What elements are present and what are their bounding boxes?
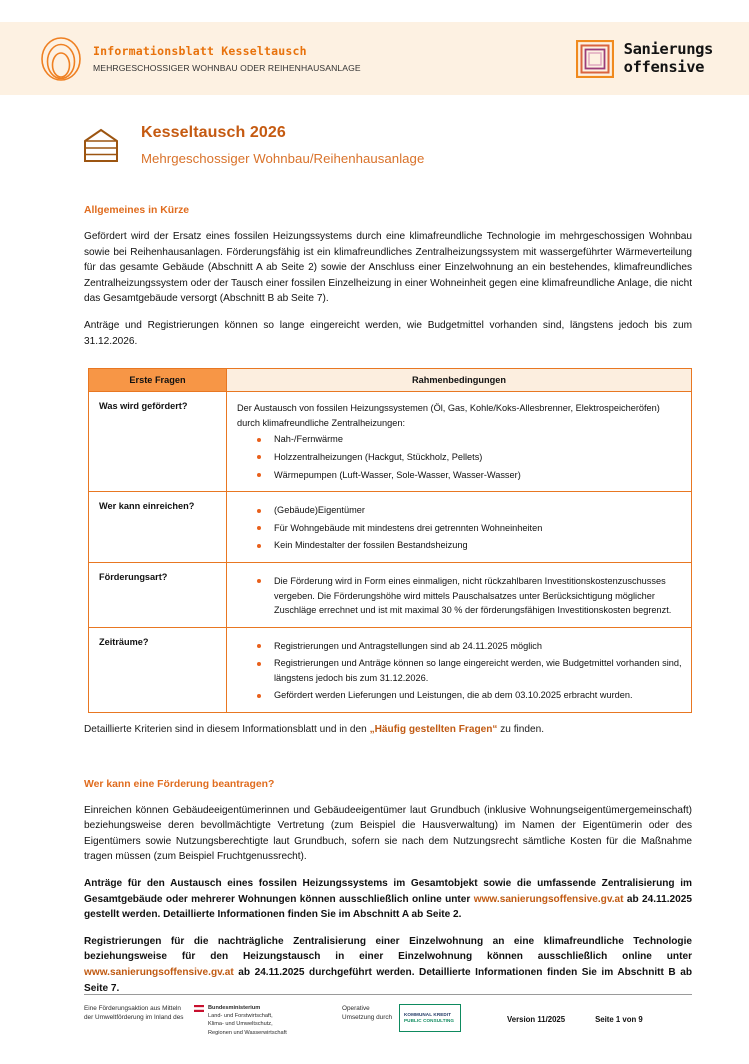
answer-bullet-list [237, 639, 682, 703]
footer-version: Version 11/2025 [507, 1015, 566, 1024]
answer-bullet-list [237, 432, 682, 482]
sanierungsoffensive-link[interactable]: www.sanierungsoffensive.gv.at [84, 967, 234, 978]
table-row [89, 562, 692, 627]
table-cell-answer [227, 492, 692, 563]
table-cell-answer [227, 562, 692, 627]
footer-divider [84, 994, 692, 995]
table-cell-answer [227, 392, 692, 492]
brand-logo [576, 40, 713, 78]
table-cell-answer [227, 627, 692, 712]
table-cell-question: Zeiträume? [89, 627, 227, 712]
nested-circles-icon [40, 36, 82, 82]
criteria-note-pre: Detaillierte Kriterien sind in diesem Informationsblatt und in den [84, 724, 370, 736]
list-item: Wärmepumpen (Luft-Wasser, Sole-Wasser, Wasser-Wasser) [237, 468, 682, 483]
applicants-p3-pre: Registrierungen für die nachträgliche Zentralisierung einer Einzelwohnung an eine klimafreundliche Technologie beziehungsweise für den Heizungstausch in einer Einzelwohnung können ausschließlich online unter [84, 935, 692, 963]
table-header-row [89, 369, 692, 392]
answer-bullet-list [237, 503, 682, 553]
faq-link[interactable]: „Häufig gestellten Fragen“ [369, 724, 498, 736]
ministry-line-2: Land- und Forstwirtschaft, [208, 1013, 273, 1020]
applicants-paragraph-2 [84, 876, 692, 923]
kpc-logo-top-text: KOMMUNAL KREDIT [404, 1012, 452, 1018]
criteria-note-post: zu finden. [497, 724, 545, 736]
list-item: (Gebäude)Eigentümer [237, 503, 682, 518]
list-item: Für Wohngebäude mit mindestens drei getrennten Wohneinheiten [237, 521, 682, 536]
table-cell-question: Was wird gefördert? [89, 392, 227, 492]
footer-ministry-block [194, 1004, 336, 1037]
table-row [89, 492, 692, 563]
overview-paragraph-2: Anträge und Registrierungen können so lange eingereicht werden, wie Budgetmittel vorhanden sind, längstens jedoch bis zum 31.12.2026. [84, 319, 692, 347]
table-header-conditions: Rahmenbedingungen [227, 369, 692, 392]
header-title-group [93, 44, 361, 73]
kpc-logo-bottom-text: PUBLIC CONSULTING [404, 1018, 455, 1024]
ministry-line-4: Regionen und Wasserwirtschaft [208, 1029, 287, 1036]
table-cell-question: Förderungsart? [89, 562, 227, 627]
page-header-band [0, 22, 749, 95]
applicants-paragraph-3 [84, 934, 692, 996]
brand-line-1: Sanierungs [623, 40, 713, 59]
applicants-p3-post: ab 24.11.2025 durchgeführt werden. Detaillierte Informationen finden Sie im Abschnitt B ab Seite 7. [84, 967, 692, 994]
header-title: Informationsblatt Kesseltausch [93, 44, 307, 58]
table-row [89, 627, 692, 712]
document-title-group [141, 124, 424, 166]
table-cell-question: Wer kann einreichen? [89, 492, 227, 563]
list-item: Registrierungen und Anträge können so lange eingereicht werden, wie Budgetmittel vorhanden sind, längstens jedoch bis zum 31.12.2026. [237, 656, 682, 685]
list-item: Gefördert werden Lieferungen und Leistungen, die ab dem 03.10.2025 erbracht wurden. [237, 688, 682, 703]
austria-flag-icon [194, 1005, 204, 1012]
multi-storey-building-icon [82, 126, 120, 166]
sanierungsoffensive-link[interactable]: www.sanierungsoffensive.gv.at [473, 893, 624, 905]
first-questions-table [88, 368, 692, 713]
page-content [0, 95, 749, 1007]
list-item: Nah-/Fernwärme [237, 432, 682, 447]
applicants-p2-pre: Anträge für den Austausch eines fossilen Heizungssystems im Gesamtobjekt sowie die umfassende Zentralisierung im Gesamtgebäude oder mehrerer Wohnungen können ausschließlich online unter [84, 878, 692, 905]
footer-page-number: Seite 1 von 9 [595, 1015, 643, 1024]
overview-paragraph-1: Gefördert wird der Ersatz eines fossilen Heizungssystems durch eine klimafreundliche Technologie im mehrgeschossigen Wohnbau sowie bei Reihenhausanlagen. Förderungsfähig ist ein klimafreundliches Zentralheizungssystem mit wassergeführter Wärmeverteilung für das gesamte Gebäude (Abschnitt A ab Seite 2) sowie der Anschluss einer Einzelwohnung an ein bestehendes, klimafreundliches Zentralheizungssystem oder der Tausch einer fossilen Einzelheizung in einer Wohneinheit gegen eine klimafreundliche Anlage, die nicht das Gesamtgebäude versorgt (Abschnitt B ab Seite 7). [84, 231, 692, 305]
table-header-questions: Erste Fragen [89, 369, 227, 392]
list-item: Registrierungen und Antragstellungen sind ab 24.11.2025 möglich [237, 639, 682, 654]
list-item: Kein Mindestalter der fossilen Bestandsheizung [237, 538, 682, 553]
ministry-line-1: Bundesministerium [208, 1005, 261, 1011]
page-footer [84, 1004, 704, 1037]
brand-wordmark [624, 41, 713, 76]
applicants-paragraph-1: Einreichen können Gebäudeeigentümerinnen und Gebäudeeigentümer laut Grundbuch (inklusive Wohnungseigentümergemeinschaft) beziehungsweise deren bevollmächtigte Vertretung (zum Beispiel die Hausverwaltung) im Namen der Eigentümerin oder des Eigentümers sowie Nutzungsberechtigte laut Grundbuch, sofern sie nach dem Nutzungsrecht sämtliche Kosten für die Maßnahme tragen müssen (zum Beispiel Fruchtgenussrecht). [84, 804, 692, 863]
answer-lead-text: Der Austausch von fossilen Heizungssystemen (Öl, Gas, Kohle/Koks-Allesbrenner, Elektrospeicheröfen) durch klimafreundliche Zentralheizungen: [237, 403, 660, 428]
brand-line-2: offensive [623, 57, 705, 76]
applicants-p2-post: ab 24.11.2025 gestellt werden. Detaillierte Informationen finden Sie im Abschnitt A ab Seite 2. [84, 893, 692, 921]
header-left-group [40, 36, 361, 82]
page-subtitle: Mehrgeschossiger Wohnbau/Reihenhausanlage [141, 151, 425, 166]
nested-squares-logo-icon [576, 40, 614, 78]
answer-bullet-list [237, 574, 682, 618]
page-title: Kesseltausch 2026 [141, 124, 286, 141]
section-heading-overview: Allgemeines in Kürze [84, 205, 190, 216]
list-item: Die Förderung wird in Form eines einmaligen, nicht rückzahlbaren Investitionskostenzuschusses vergeben. Die Förderungshöhe wird mittels Pauschalsatzes unter Berücksichtigung möglicher Zuschläge errechnet und ist mit maximal 30 % der förderungsfähigen Investitionskosten begrenzt. [237, 574, 682, 618]
ministry-text [208, 1004, 287, 1037]
table-row [89, 392, 692, 492]
section-heading-applicants: Wer kann eine Förderung beantragen? [84, 778, 275, 790]
kommunalkredit-public-consulting-logo [399, 1004, 461, 1032]
header-subtitle: MEHRGESCHOSSIGER WOHNBAU ODER REIHENHAUSANLAGE [93, 63, 361, 73]
list-item: Holzzentralheizungen (Hackgut, Stückholz, Pellets) [237, 450, 682, 465]
footer-funding-note: Eine Förderungsaktion aus Mitteln der Umweltförderung im Inland des [84, 1005, 184, 1022]
table-body [89, 392, 692, 713]
document-title-row [82, 124, 692, 166]
ministry-line-3: Klima- und Umweltschutz, [208, 1021, 273, 1028]
footer-operative-note: Operative Umsetzung durch [342, 1005, 393, 1022]
content-column [84, 124, 692, 996]
detailed-criteria-note [84, 722, 692, 738]
